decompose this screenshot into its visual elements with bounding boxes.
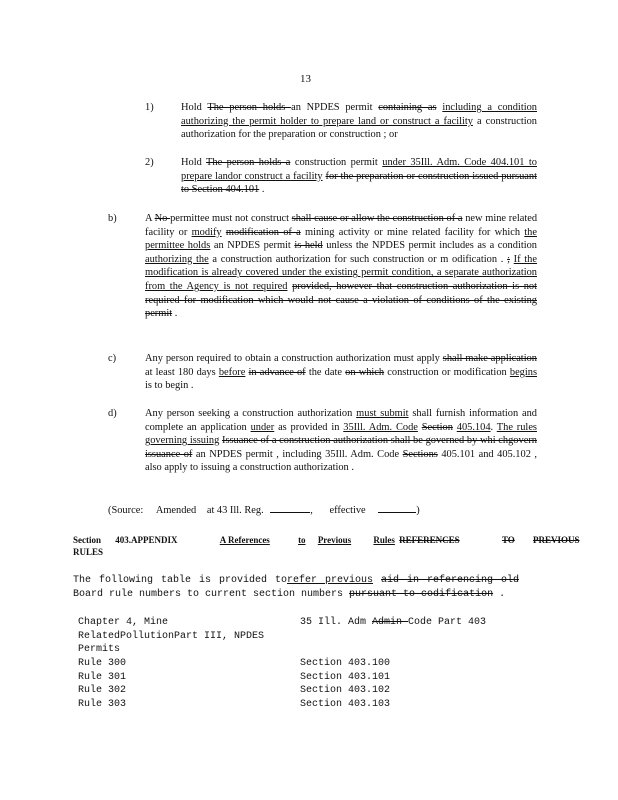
- inserted-text: must submit: [356, 408, 409, 419]
- body-text: mining activity or mine related facility for which: [300, 226, 525, 238]
- body-text: a construction authorization for such construction or m odification .: [208, 253, 508, 265]
- item-2-label: 2): [145, 157, 154, 168]
- table-row-rule: Rule 300: [78, 658, 127, 669]
- body-text: A: [145, 213, 155, 224]
- deleted-text: ;: [507, 253, 510, 265]
- inserted-text: before: [218, 366, 246, 378]
- inserted-text: 35Ill. Adm. Code: [343, 421, 418, 433]
- rule-column: [78, 657, 126, 711]
- deleted-text: The person holds: [207, 102, 292, 113]
- heading-caps-to: TO: [501, 535, 515, 545]
- header-right-struck: Admin: [372, 617, 409, 628]
- register-blank: [270, 512, 310, 513]
- table-header-right: [300, 616, 486, 630]
- source-register: at 43 Ill. Reg.: [206, 505, 264, 516]
- deleted-text: for the preparation or construction issued pursuant to Section 404.101: [181, 170, 537, 196]
- source-suffix: ): [416, 505, 420, 516]
- body-text: new mine related facility or: [145, 213, 538, 238]
- item-1-text: [181, 101, 537, 142]
- heading-caps-references: REFERENCES: [399, 535, 460, 545]
- inserted-text: under: [250, 421, 275, 433]
- body-text: is to begin .: [145, 380, 194, 392]
- table-row-rule: Rule 301: [78, 671, 127, 683]
- deleted-text: is held: [294, 240, 323, 252]
- body-text: an NPDES permit: [210, 240, 295, 252]
- heading-caps-rules: RULES: [73, 547, 104, 557]
- table-intro: [73, 574, 519, 601]
- heading-title-rules: Rules: [373, 535, 395, 545]
- deleted-text: containing as: [378, 102, 437, 113]
- body-text: construction or modification: [384, 366, 510, 378]
- heading-title-to: to: [298, 535, 306, 545]
- body-text: shall furnish information and complete an application: [145, 408, 537, 433]
- deleted-text: aid in referencing old: [381, 575, 519, 586]
- item-d-label: d): [108, 408, 117, 419]
- item-c-text: [145, 352, 537, 393]
- deleted-text: shall make application: [442, 353, 537, 364]
- body-text: 405.101 and 405.102 , also apply to issuing a construction authorization .: [145, 448, 538, 474]
- effective-blank: [378, 512, 416, 513]
- section-number: 403.APPENDIX: [115, 535, 178, 545]
- body-text: the date: [305, 366, 346, 378]
- body-text: [373, 575, 381, 586]
- source-amended: Amended: [155, 505, 197, 516]
- body-text: at least 180 days: [145, 366, 219, 378]
- inserted-text: 405.104: [456, 421, 491, 433]
- deleted-text: provided, however that construction authorization is not required for modification which would not cause a violation of conditions of the existing permit: [145, 280, 537, 320]
- source-line: (Source: Amended at 43 Ill. Reg. , effective ): [108, 505, 420, 516]
- item-b-label: b): [108, 213, 117, 224]
- section-heading: [73, 534, 580, 548]
- header-right-pre: 35 Ill. Adm: [300, 617, 373, 628]
- body-text: The following table is provided to: [73, 575, 287, 586]
- item-2-text: [181, 156, 537, 197]
- heading-title-previous: Previous: [317, 535, 352, 545]
- body-text: .: [493, 588, 506, 600]
- body-text: .: [490, 421, 497, 433]
- item-c-label: c): [108, 353, 117, 364]
- inserted-text: If the modification is already covered under the existing permit condition, a separate authorization from the Agency is not required: [145, 253, 537, 292]
- header-right-post: Code Part 403: [408, 617, 487, 628]
- body-text: Any person required to obtain a construction authorization must apply: [145, 353, 443, 364]
- inserted-text: including a condition authorizing the permit holder to prepare land or construct a facility: [181, 102, 537, 127]
- deleted-text: No: [154, 213, 171, 224]
- deleted-text: on which: [345, 366, 385, 378]
- deleted-text: modification of a: [225, 226, 301, 238]
- body-text: Hold: [181, 102, 208, 113]
- body-text: .: [259, 184, 265, 196]
- page-number: 13: [300, 73, 311, 85]
- body-text: Board rule numbers to current section numbers: [73, 588, 350, 600]
- body-text: as provided in: [274, 421, 344, 433]
- item-1-label: 1): [145, 102, 154, 113]
- heading-title-a: A References: [219, 535, 270, 545]
- inserted-text: refer previous: [286, 575, 373, 586]
- heading-caps-previous: PREVIOUS: [533, 535, 580, 545]
- inserted-text: The rules governing issuing: [145, 421, 537, 447]
- body-text: a construction authorization for the preparation or construction ; or: [181, 115, 538, 141]
- table-header-left: Chapter 4, Mine RelatedPollutionPart III, NPDES Permits: [78, 617, 265, 656]
- body-text: Hold: [181, 157, 207, 168]
- deleted-text: shall cause or allow the construction of a: [291, 213, 463, 224]
- inserted-text: authorizing the: [145, 253, 209, 265]
- body-text: Any person seeking a construction authorization: [145, 408, 357, 419]
- deleted-text: in advance of: [248, 366, 306, 378]
- inserted-text: the permittee holds: [145, 226, 537, 252]
- inserted-text: modify: [191, 226, 222, 238]
- inserted-text: under 35Ill. Adm. Code 404.101 to prepare landor construct a facility: [181, 157, 537, 182]
- item-d-text: [145, 407, 537, 475]
- inserted-text: begins: [509, 366, 538, 378]
- section-word: Section: [73, 535, 101, 545]
- source-effective: effective: [329, 505, 366, 516]
- deleted-text: Issuance of a construction authorization shall be governed by whi chgovern issuance of: [145, 435, 537, 460]
- body-text: an NPDES permit: [291, 102, 379, 113]
- table-row-section: Section 403.100: [300, 658, 391, 669]
- table-row-rule: Rule 303: [78, 698, 127, 710]
- source-prefix: (Source:: [108, 505, 144, 516]
- table-row-rule: Rule 302: [78, 685, 127, 697]
- section-column: [300, 657, 390, 711]
- deleted-text: pursuant to codification: [349, 588, 494, 600]
- table-row-section: Section 403.103: [300, 698, 391, 710]
- deleted-text: Section: [421, 421, 453, 433]
- table-row-section: Section 403.101: [300, 671, 391, 683]
- deleted-text: The person holds a: [206, 157, 291, 168]
- body-text: an NPDES permit , including 35Ill. Adm. Code: [192, 448, 403, 460]
- deleted-text: Sections: [402, 448, 438, 460]
- body-text: permittee must not construct: [170, 213, 292, 224]
- item-b-text: [145, 212, 537, 321]
- body-text: .: [172, 308, 178, 320]
- table-row-section: Section 403.102: [300, 685, 391, 697]
- body-text: unless the NPDES permit includes as a condition: [322, 240, 537, 252]
- body-text: construction permit: [290, 157, 383, 168]
